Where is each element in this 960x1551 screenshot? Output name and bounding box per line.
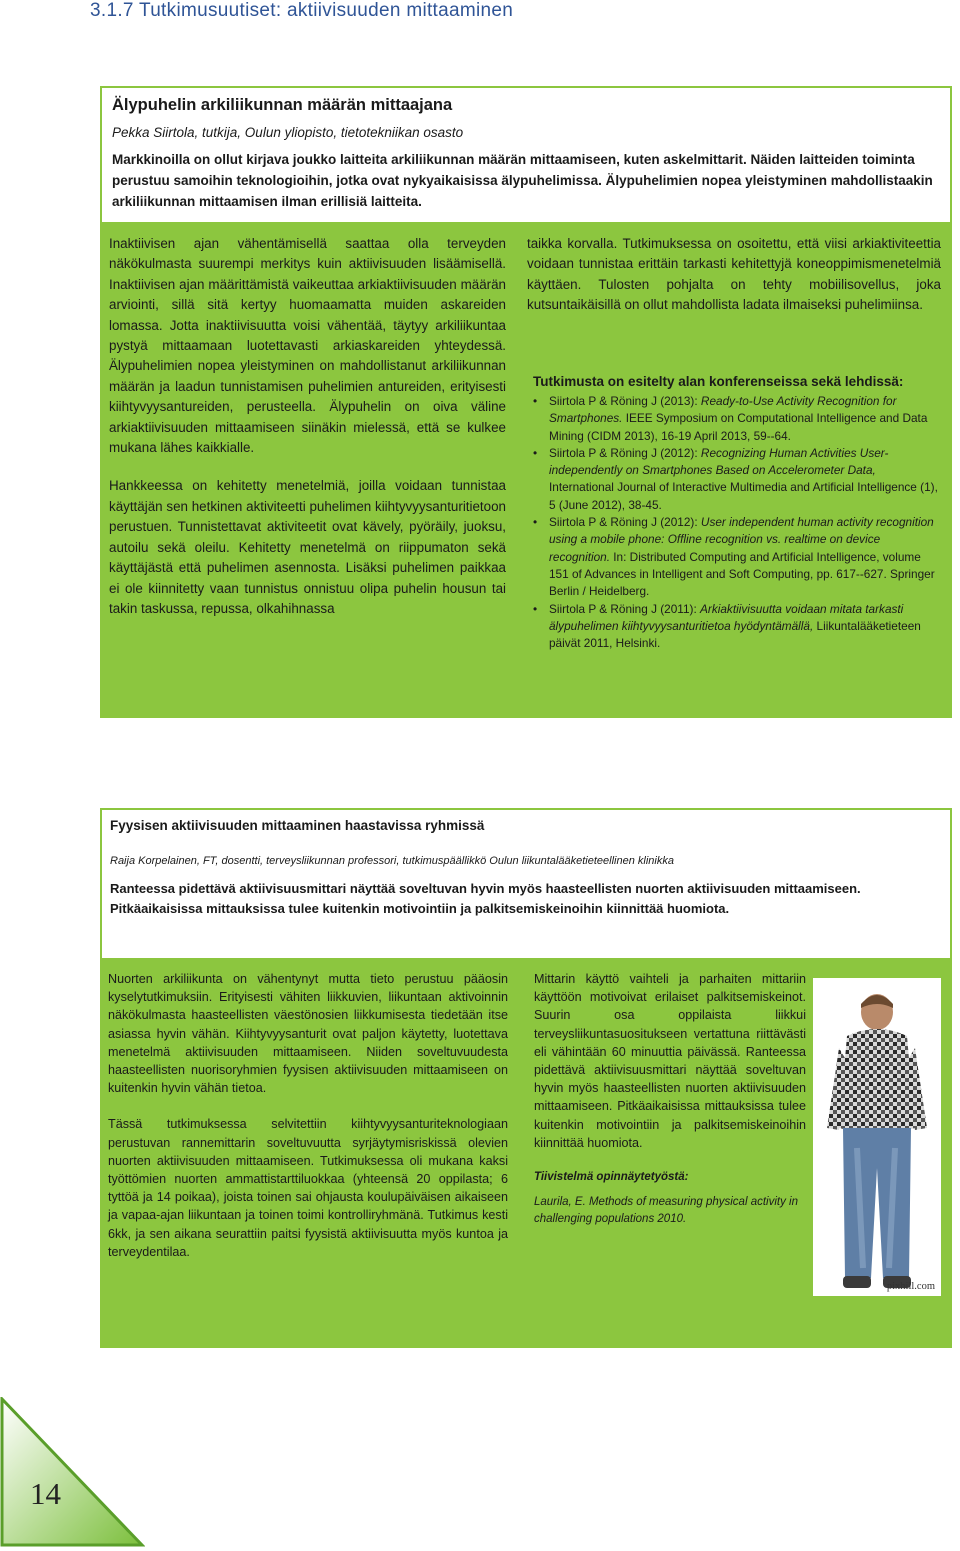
- summary-label: Tiivistelmä opinnäytetyöstä:: [534, 1171, 689, 1184]
- article2-title: Fyysisen aktiivisuuden mittaaminen haastavissa ryhmissä: [110, 818, 485, 833]
- article2-author: Raija Korpelainen, FT, dosentti, terveysliikunnan professori, tutkimuspäällikkö Oulun liikuntalääketieteellinen klinikka: [110, 855, 674, 867]
- article1-column-left: [109, 234, 506, 619]
- article1-title: Älypuhelin arkiliikunnan määrän mittaajana: [112, 96, 453, 114]
- article2-column-left: [108, 970, 508, 1261]
- section-heading: 3.1.7 Tutkimusuutiset: aktiivisuuden mittaaminen: [90, 0, 514, 21]
- reference-item: • Siirtola P & Röning J (2012): Recognizing Human Activities User-independently on Smartphones Based on Accelerometer Data, International Journal of Interactive Multimedia and Artificial Intelligence (1), 5 (June 2012), 38-45.: [549, 445, 941, 514]
- article2-header: [100, 808, 952, 960]
- page-corner-triangle: [0, 1397, 145, 1547]
- references-box: [527, 374, 941, 652]
- article1-lead: Markkinoilla on ollut kirjava joukko laitteita arkiliikunnan määrän mittaamiseen, kuten askelmittarit. Näiden laitteiden toiminta perustuu samoihin teknologioihin, jotka ovat nykyaikaisissa älypuhelimissa. Älypuhelimien nopea yleistyminen mahdollistaakin arkiliikunnan mittaamisen ilman erillisiä laitteita.: [112, 152, 933, 209]
- article2-paragraph: Nuorten arkiliikunta on vähentynyt mutta tieto perustuu pääosin kyselytutkimuksiin. Erityisesti vähiten liikkuvien, liikuntaan aktivoinnin näkökulmasta haasteellisten väestönosien liikkumisesta tiedetään itse asiassa hyvin vähän. Kiihtyvyysanturit ovat paljon käytetty, luotettava menetelmä aktiivisuuden mittaamiseen. Niiden soveltuvuudesta haasteellisten nuorisoryhmien fyysisen aktiivisuuden mittaamiseen on kuitenkin hyvin vähän tietoa.: [108, 972, 508, 1096]
- article1-body: [100, 224, 952, 718]
- article1-header: [100, 86, 952, 224]
- article2-lead: Ranteessa pidettävä aktiivisuusmittari näyttää soveltuvan hyvin myös haasteellisten nuorten aktiivisuuden mittaamiseen. Pitkäaikaisissa mittauksissa tulee kuitenkin motivointiin ja palkitsemiskeinoihin kiinnittää huomiota.: [110, 881, 861, 916]
- article2-paragraph: Tässä tutkimuksessa selvitettiin kiihtyvyysanturiteknologiaan perustuvan rannemittarin soveltuvuutta syrjäytymisriskissä olevien nuorten aktiivisuuden mittaamiseen. Tutkimuksessa oli mukana kaksi työttömien nuorten ammattistarttiluokkaa (yhteensä 20 oppilasta; 6 tyttöä ja 14 poikaa), joista toinen sai ohjausta koulupäiväisen aikaiseen ja vapaa-ajan liikuntaan ja toinen toimi kontrolliryhmänä. Tutkimus kesti 6kk, ja sen aikana seurattiin paitsi fyysistä aktiivisuutta myös kuntoa ja terveydentilaa.: [108, 1117, 508, 1259]
- reference-item: • Siirtola P & Röning J (2012): User independent human activity recognition using a mobile phone: Offline recognition vs. realtime on device recognition. In: Distributed Computing and Artificial Intelligence, volume 151 of Advances in Intelligent and Soft Computing, pp. 617--627. Springer Berlin / Heidelberg.: [549, 514, 941, 600]
- article2-body: [100, 960, 952, 1348]
- article1-author: Pekka Siirtola, tutkija, Oulun yliopisto, tietotekniikan osasto: [112, 125, 464, 140]
- article2-paragraph: Mittarin käyttö vaihteli ja parhaiten mittariin käyttöön motivoivat erilaiset palkitsemiskeinot. Suurin osa oppilaista liikkui terveysliikuntasuositukseen vertattuna riittävästi eli vähintään 60 minuuttia päivässä. Ranteessa pidettävä aktiivisuusmittari näyttää soveltuvan hyvin myös haasteellisten nuorten aktiivisuuden mittaamiseen. Pitkäaikaisissa mittauksissa tulee kuitenkin motivointiin ja palkitsemiskeinoihin kiinnittää huomiota.: [534, 972, 806, 1150]
- references-list: [527, 393, 941, 652]
- article1-column-right: [527, 234, 941, 316]
- page-number: 14: [30, 1476, 61, 1511]
- article2-column-middle: [534, 970, 806, 1228]
- reference-item: • Siirtola P & Röning J (2011): Arkiaktiivisuutta voidaan mitata tarkasti älypuhelimen kiihtyvyysanturitietoa hyödyntämällä, Liikuntalääketieteen päivät 2011, Helsinki.: [549, 601, 941, 653]
- photo-credit: pixhill.com: [886, 1281, 935, 1292]
- references-title: Tutkimusta on esitelty alan konferenseissa sekä lehdissä:: [533, 374, 904, 389]
- person-illustration: [813, 978, 941, 1296]
- summary-text: Laurila, E. Methods of measuring physical activity in challenging populations 2010.: [534, 1196, 798, 1226]
- young-man-photo: [813, 978, 941, 1296]
- article1-paragraph: Hankkeessa on kehitetty menetelmiä, joilla voidaan tunnistaa käyttäjän sen hetkinen aktiviteetti puhelimen kiihtyvyysanturitietoon perustuen. Tunnistettavat aktiviteetit ovat kävely, pyöräily, juoksu, autoilu sekä oleilu. Kehitetty menetelmä on riippumaton sekä käyttäjästä että puhelimen asennosta. Lisäksi puhelimen paikkaa ei ole kiinnitetty vaan tunnistus onnistuu olipa puhelin housun tai takin taskussa, repussa, olkahihnassa: [109, 478, 506, 616]
- article1-paragraph: taikka korvalla. Tutkimuksessa on osoitettu, että viisi arkiaktiviteettia voidaan tunnistaa erittäin tarkasti kehitettyjä koneoppimismenetelmiä käyttäen. Tulosten pohjalta on tehty mobiilisovellus, joka kutsuntaikäisillä on ollut mahdollista ladata ilmaiseksi puhelimiinsa.: [527, 236, 941, 313]
- reference-item: • Siirtola P & Röning J (2013): Ready-to-Use Activity Recognition for Smartphones. IEEE Symposium on Computational Intelligence and Data Mining (CIDM 2013), 16-19 April 2013, 59--64.: [549, 393, 941, 445]
- article1-paragraph: Inaktiivisen ajan vähentämisellä saattaa olla terveyden näkökulmasta suurempi merkitys kuin aktiivisuuden lisäämisellä. Inaktiivisen ajan määrittämistä vaikeuttaa arkiaktiivisuuden määrän arviointi, sillä sitä kertyy huomaamatta muiden askareiden lomassa. Jotta inaktiivisuutta voisi vähentää, täytyy arkiliikuntaa pystyä mittaamaan luotettavasti arkiaskareiden yhteydessä. Älypuhelimien nopea yleistyminen on mahdollistanut arkiliikunnan määrän ja laadun tunnistamisen puhelimien antureiden, erityisesti kiihtyvyysantureiden, perusteella. Älypuhelin on oiva väline arkiaktiivisuuden mittaamiseen siinäkin mielessä, että se kulkee mukana lähes kaikkialle.: [109, 236, 506, 456]
